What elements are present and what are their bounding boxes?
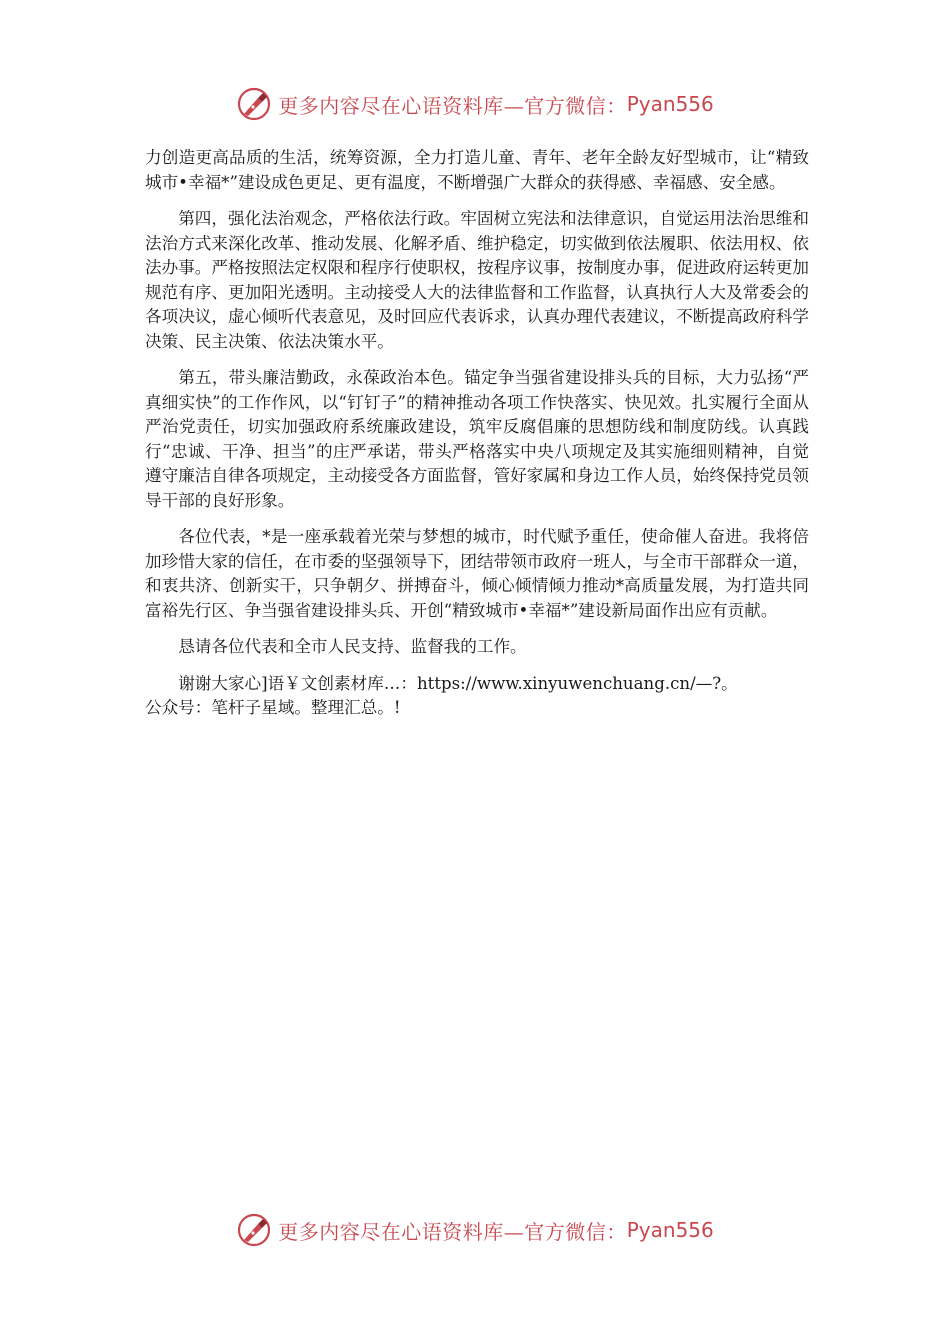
footer-wechat-handle: Pyan556 — [626, 1218, 714, 1242]
pen-nib-logo-icon — [236, 86, 272, 122]
paragraph-fourth: 第四，强化法治观念，严格依法行政。牢固树立宪法和法律意识，自觉运用法治思维和法治方式来深化改革、推动发展、化解矛盾、维护稳定，切实做到依法履职、依法用权、依法办事。严格按照法定权限和程序行使职权，按程序议事，按制度办事，促进政府运转更加规范有序、更加阳光透明。主动接受人大的法律监督和工作监督，认真执行人大及常委会的各项决议，虚心倾听代表意见，及时回应代表诉求，认真办理代表建议，不断提高政府科学决策、民主决策、依法决策水平。 — [145, 209, 809, 351]
document-body — [145, 146, 809, 733]
footer-banner-text: 更多内容尽在心语资料库—官方微信： — [278, 1219, 627, 1244]
public-account-line: 公众号：笔杆子星域。整理汇总。! — [145, 698, 401, 717]
paragraph-continuation: 力创造更高品质的生活，统筹资源，全力打造儿童、青年、老年全龄友好型城市，让“精致城市•幸福*”建设成色更足、更有温度，不断增强广大群众的获得感、幸福感、安全感。 — [145, 148, 809, 192]
paragraph-fifth: 第五，带头廉洁勤政，永葆政治本色。锚定争当强省建设排头兵的目标，大力弘扬“严真细实快”的工作作风，以“钉钉子”的精神推动各项工作快落实、快见效。扎实履行全面从严治党责任，切实加强政府系统廉政建设，筑牢反腐倡廉的思想防线和制度防线。认真践行“忠诚、干净、担当”的庄严承诺，带头严格落实中央八项规定及其实施细则精神，自觉遵守廉洁自律各项规定，主动接受各方面监督，管好家属和身边工作人员，始终保持党员领导干部的良好形象。 — [145, 368, 809, 510]
thanks-line: 谢谢大家心]语￥文创素材库…：https://www.xinyuwenchuang.cn/—?。 — [178, 673, 738, 693]
header-banner-text: 更多内容尽在心语资料库—官方微信： — [278, 93, 627, 118]
paragraph-delegates: 各位代表，*是一座承载着光荣与梦想的城市，时代赋予重任，使命催人奋进。我将倍加珍惜大家的信任，在市委的坚强领导下，团结带领市政府一班人，与全市干部群众一道，和衷共济、创新实干，只争朝夕、拼搏奋斗，倾心倾情倾力推动*高质量发展，为打造共同富裕先行区、争当强省建设排头兵、开创“精致城市•幸福*”建设新局面作出应有贡献。 — [145, 527, 809, 620]
paragraph-request: 恳请各位代表和全市人民支持、监督我的工作。 — [178, 637, 527, 656]
footer-banner — [0, 1210, 950, 1250]
header-banner — [0, 84, 950, 124]
header-wechat-handle: Pyan556 — [626, 92, 714, 116]
pen-nib-logo-icon — [236, 1212, 272, 1248]
